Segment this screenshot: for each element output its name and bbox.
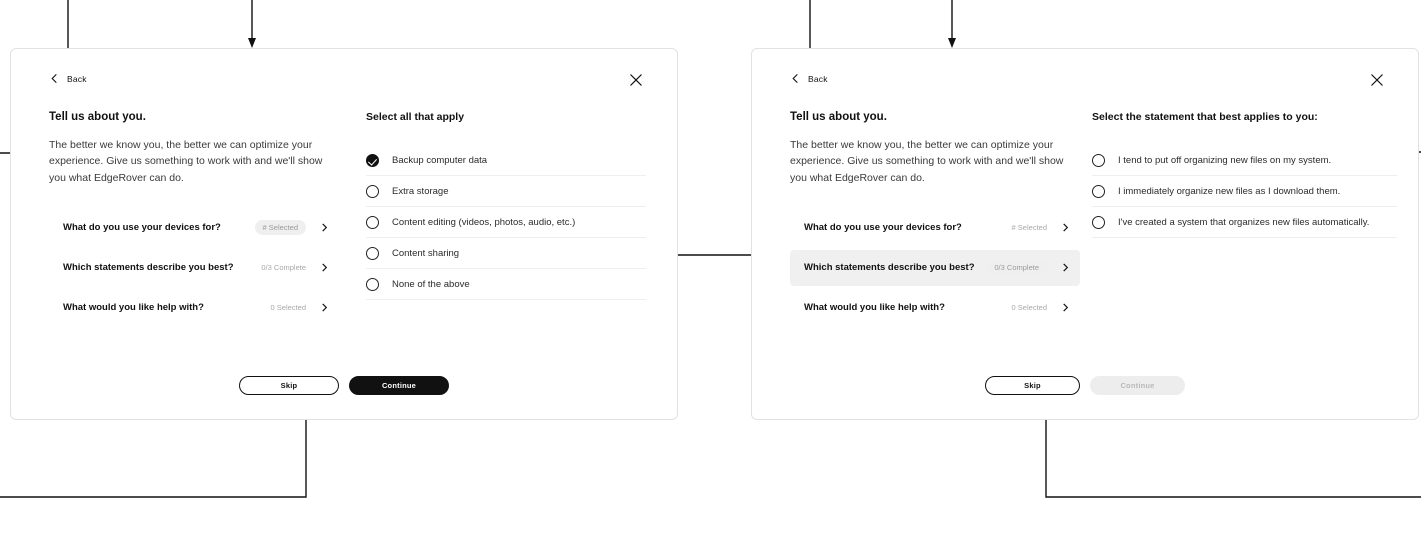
page-title: Tell us about you. — [790, 111, 887, 123]
checkbox-icon[interactable] — [366, 154, 379, 167]
accordion-item-devices[interactable] — [49, 210, 339, 246]
accordion-item-label: Which statements describe you best? — [804, 262, 975, 274]
skip-button[interactable]: Skip — [239, 376, 339, 395]
page-subtext: The better we know you, the better we can optimize your experience. Give us something to work with and we'll show you what EdgeRover can do. — [790, 139, 1064, 184]
accordion-item-statements[interactable] — [49, 250, 339, 286]
back-button[interactable] — [49, 73, 87, 84]
option-label: Content editing (videos, photos, audio, etc.) — [392, 216, 576, 228]
accordion-item-status: 0/3 Complete — [986, 260, 1047, 275]
chevron-right-icon — [1061, 223, 1070, 232]
options-heading: Select the statement that best applies to you: — [1092, 111, 1318, 123]
accordion-item-status: 0 Selected — [1011, 303, 1047, 313]
checkbox-icon[interactable] — [366, 247, 379, 260]
options-column — [1092, 111, 1397, 238]
option-put-off-organizing[interactable] — [1092, 145, 1397, 176]
option-content-editing[interactable] — [366, 207, 646, 238]
option-label: I've created a system that organizes new files automatically. — [1118, 216, 1370, 228]
chevron-right-icon — [320, 263, 329, 272]
radio-icon[interactable] — [1092, 154, 1105, 167]
accordion-item-status: 0 Selected — [270, 303, 306, 313]
onboarding-screen-step-2 — [751, 48, 1419, 420]
question-accordion — [790, 210, 1080, 326]
checkbox-icon[interactable] — [366, 216, 379, 229]
accordion-item-label: What would you like help with? — [804, 302, 945, 314]
page-subtext: The better we know you, the better we can optimize your experience. Give us something to work with and we'll show you what EdgeRover can do. — [49, 139, 323, 184]
options-heading: Select all that apply — [366, 111, 465, 123]
back-button[interactable] — [790, 73, 828, 84]
option-content-sharing[interactable] — [366, 238, 646, 269]
option-label: Extra storage — [392, 185, 449, 197]
question-accordion — [49, 210, 339, 326]
option-label: I tend to put off organizing new files on my system. — [1118, 154, 1332, 166]
chevron-left-icon — [790, 73, 801, 84]
page-title: Tell us about you. — [49, 111, 146, 123]
continue-button: Continue — [1090, 376, 1185, 395]
onboarding-screen-step-1 — [10, 48, 678, 420]
skip-button[interactable]: Skip — [985, 376, 1080, 395]
continue-button[interactable]: Continue — [349, 376, 449, 395]
checkbox-icon[interactable] — [366, 185, 379, 198]
options-column — [366, 111, 646, 300]
chevron-right-icon — [320, 223, 329, 232]
chevron-right-icon — [320, 303, 329, 312]
accordion-item-devices[interactable] — [790, 210, 1080, 246]
accordion-item-help[interactable] — [49, 290, 339, 326]
chevron-left-icon — [49, 73, 60, 84]
option-label: None of the above — [392, 278, 470, 290]
chevron-right-icon — [1061, 263, 1070, 272]
back-label: Back — [808, 73, 828, 84]
chevron-right-icon — [1061, 303, 1070, 312]
radio-icon[interactable] — [1092, 216, 1105, 229]
accordion-item-help[interactable] — [790, 290, 1080, 326]
radio-icon[interactable] — [1092, 185, 1105, 198]
option-immediately-organize[interactable] — [1092, 176, 1397, 207]
option-label: Backup computer data — [392, 154, 488, 166]
checkbox-icon[interactable] — [366, 278, 379, 291]
close-icon[interactable] — [1370, 73, 1384, 87]
accordion-item-label: Which statements describe you best? — [63, 262, 234, 274]
screen-1-footer — [11, 376, 677, 395]
screen-2-footer — [752, 376, 1418, 395]
close-icon[interactable] — [629, 73, 643, 87]
accordion-item-status: 0/3 Complete — [261, 263, 306, 273]
option-automatic-system[interactable] — [1092, 207, 1397, 238]
accordion-item-statements[interactable] — [790, 250, 1080, 286]
accordion-item-label: What do you use your devices for? — [804, 222, 962, 234]
intro-column — [790, 111, 1080, 326]
accordion-item-status: # Selected — [255, 220, 306, 235]
option-backup-computer-data[interactable] — [366, 145, 646, 176]
accordion-item-status: # Selected — [1011, 223, 1047, 233]
intro-column — [49, 111, 339, 326]
option-label: Content sharing — [392, 247, 460, 259]
option-label: I immediately organize new files as I download them. — [1118, 185, 1341, 197]
option-extra-storage[interactable] — [366, 176, 646, 207]
option-none-of-the-above[interactable] — [366, 269, 646, 300]
accordion-item-label: What do you use your devices for? — [63, 222, 221, 234]
accordion-item-label: What would you like help with? — [63, 302, 204, 314]
back-label: Back — [67, 73, 87, 84]
